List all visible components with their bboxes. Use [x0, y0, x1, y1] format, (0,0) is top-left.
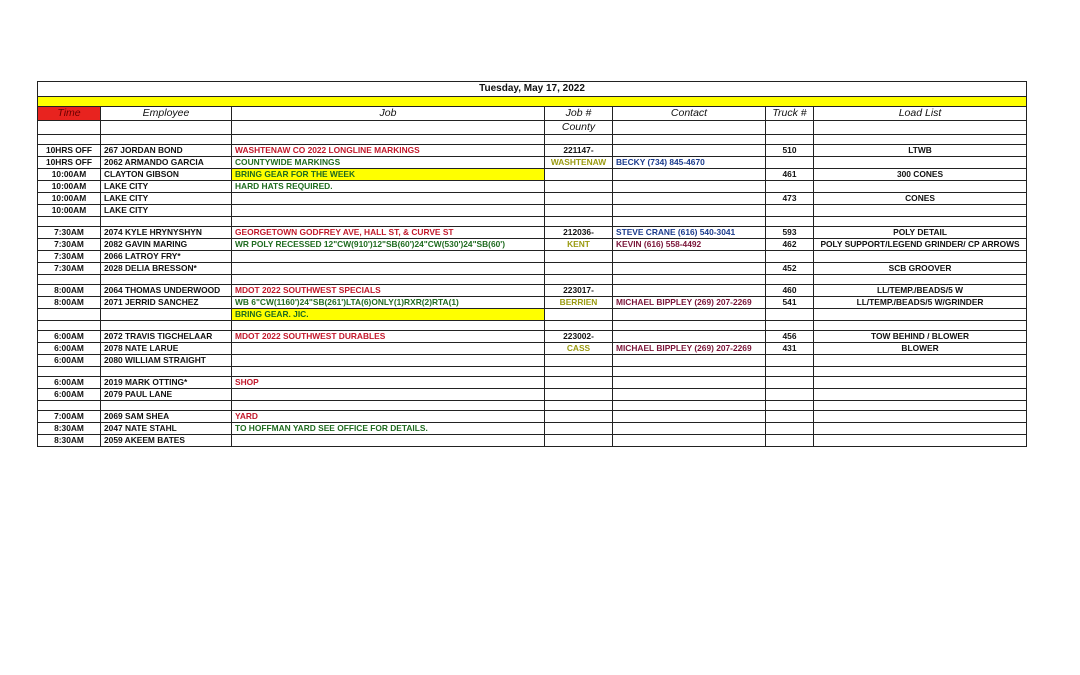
schedule-sheet	[37, 81, 1026, 447]
employee-cell: 2059 AKEEM BATES	[101, 435, 232, 447]
header-jobnum: Job #	[545, 107, 613, 121]
table-row	[38, 389, 1027, 401]
title-row	[38, 82, 1027, 97]
subheader-row	[38, 121, 1027, 135]
job-cell: YARD	[232, 411, 545, 423]
table-row	[38, 169, 1027, 181]
jobnum-cell	[545, 377, 613, 389]
job-cell: COUNTYWIDE MARKINGS	[232, 157, 545, 169]
load-list-cell	[814, 423, 1027, 435]
employee-cell: 2019 MARK OTTING*	[101, 377, 232, 389]
spacer-row	[38, 135, 1027, 145]
job-cell: WASHTENAW CO 2022 LONGLINE MARKINGS	[232, 145, 545, 157]
truck-cell	[766, 309, 814, 321]
truck-cell	[766, 389, 814, 401]
table-row	[38, 205, 1027, 217]
table-row	[38, 251, 1027, 263]
load-list-cell	[814, 377, 1027, 389]
contact-cell	[613, 169, 766, 181]
contact-cell	[613, 423, 766, 435]
truck-cell: 460	[766, 285, 814, 297]
jobnum-cell	[545, 423, 613, 435]
jobnum-cell	[545, 275, 613, 285]
truck-cell: 461	[766, 169, 814, 181]
contact-cell	[613, 217, 766, 227]
truck-cell: 541	[766, 297, 814, 309]
employee-cell: 2078 NATE LARUE	[101, 343, 232, 355]
truck-cell	[766, 217, 814, 227]
employee-cell: LAKE CITY	[101, 205, 232, 217]
subheader-empty	[232, 121, 545, 135]
contact-cell	[613, 389, 766, 401]
contact-cell	[613, 285, 766, 297]
employee-cell	[101, 135, 232, 145]
time-cell: 10:00AM	[38, 169, 101, 181]
load-list-cell	[814, 411, 1027, 423]
subheader-empty	[814, 121, 1027, 135]
contact-cell	[613, 377, 766, 389]
contact-cell	[613, 309, 766, 321]
jobnum-cell: CASS	[545, 343, 613, 355]
time-cell	[38, 321, 101, 331]
job-cell: HARD HATS REQUIRED.	[232, 181, 545, 193]
spacer-row	[38, 275, 1027, 285]
employee-cell: 2079 PAUL LANE	[101, 389, 232, 401]
contact-cell	[613, 367, 766, 377]
job-cell	[232, 263, 545, 275]
jobnum-cell	[545, 251, 613, 263]
contact-cell: STEVE CRANE (616) 540-3041	[613, 227, 766, 239]
job-cell: SHOP	[232, 377, 545, 389]
employee-cell: LAKE CITY	[101, 193, 232, 205]
truck-cell	[766, 423, 814, 435]
yellow-band-cell	[38, 97, 1027, 107]
spacer-row	[38, 217, 1027, 227]
time-cell: 7:30AM	[38, 263, 101, 275]
contact-cell	[613, 275, 766, 285]
load-list-cell	[814, 389, 1027, 401]
time-cell: 7:30AM	[38, 251, 101, 263]
load-list-cell	[814, 309, 1027, 321]
table-row	[38, 411, 1027, 423]
truck-cell	[766, 135, 814, 145]
contact-cell	[613, 205, 766, 217]
jobnum-cell	[545, 263, 613, 275]
table-row	[38, 423, 1027, 435]
spacer-row	[38, 321, 1027, 331]
job-cell	[232, 275, 545, 285]
truck-cell: 593	[766, 227, 814, 239]
employee-cell	[101, 275, 232, 285]
job-cell: WR POLY RECESSED 12"CW(910')12"SB(60')24"CW(530')24"SB(60')	[232, 239, 545, 251]
jobnum-cell	[545, 181, 613, 193]
subheader-empty	[38, 121, 101, 135]
employee-cell: LAKE CITY	[101, 181, 232, 193]
contact-cell	[613, 321, 766, 331]
time-cell	[38, 275, 101, 285]
table-row	[38, 343, 1027, 355]
table-row	[38, 435, 1027, 447]
job-cell	[232, 217, 545, 227]
truck-cell	[766, 355, 814, 367]
schedule-table	[37, 81, 1027, 447]
load-list-cell	[814, 251, 1027, 263]
employee-cell: 2072 TRAVIS TIGCHELAAR	[101, 331, 232, 343]
truck-cell: 510	[766, 145, 814, 157]
jobnum-cell: 223017-	[545, 285, 613, 297]
load-list-cell	[814, 181, 1027, 193]
employee-cell: 2062 ARMANDO GARCIA	[101, 157, 232, 169]
table-row	[38, 263, 1027, 275]
job-cell	[232, 343, 545, 355]
jobnum-cell	[545, 411, 613, 423]
jobnum-cell	[545, 389, 613, 401]
load-list-cell: CONES	[814, 193, 1027, 205]
load-list-cell	[814, 275, 1027, 285]
contact-cell	[613, 193, 766, 205]
load-list-cell	[814, 157, 1027, 169]
header-job: Job	[232, 107, 545, 121]
time-cell: 10:00AM	[38, 181, 101, 193]
truck-cell: 431	[766, 343, 814, 355]
table-row	[38, 145, 1027, 157]
time-cell: 8:00AM	[38, 297, 101, 309]
job-cell	[232, 435, 545, 447]
jobnum-cell: 212036-	[545, 227, 613, 239]
employee-cell: 2028 DELIA BRESSON*	[101, 263, 232, 275]
truck-cell: 452	[766, 263, 814, 275]
job-cell	[232, 355, 545, 367]
truck-cell	[766, 367, 814, 377]
contact-cell: KEVIN (616) 558-4492	[613, 239, 766, 251]
load-list-cell: LL/TEMP./BEADS/5 W	[814, 285, 1027, 297]
table-row	[38, 309, 1027, 321]
job-cell: BRING GEAR FOR THE WEEK	[232, 169, 545, 181]
table-row	[38, 355, 1027, 367]
employee-cell: 2066 LATROY FRY*	[101, 251, 232, 263]
job-cell: BRING GEAR. JIC.	[232, 309, 545, 321]
jobnum-cell	[545, 135, 613, 145]
load-list-cell: 300 CONES	[814, 169, 1027, 181]
job-cell	[232, 135, 545, 145]
job-cell	[232, 367, 545, 377]
truck-cell	[766, 401, 814, 411]
jobnum-cell: KENT	[545, 239, 613, 251]
contact-cell	[613, 331, 766, 343]
header-row	[38, 107, 1027, 121]
time-cell: 6:00AM	[38, 355, 101, 367]
table-row	[38, 285, 1027, 297]
jobnum-cell	[545, 401, 613, 411]
subheader-empty	[101, 121, 232, 135]
contact-cell	[613, 181, 766, 193]
job-cell	[232, 401, 545, 411]
load-list-cell: BLOWER	[814, 343, 1027, 355]
job-cell: MDOT 2022 SOUTHWEST DURABLES	[232, 331, 545, 343]
load-list-cell: TOW BEHIND / BLOWER	[814, 331, 1027, 343]
jobnum-cell	[545, 367, 613, 377]
time-cell: 10HRS OFF	[38, 145, 101, 157]
employee-cell	[101, 217, 232, 227]
truck-cell	[766, 275, 814, 285]
load-list-cell	[814, 401, 1027, 411]
jobnum-cell: 223002-	[545, 331, 613, 343]
truck-cell: 462	[766, 239, 814, 251]
employee-cell: 2064 THOMAS UNDERWOOD	[101, 285, 232, 297]
jobnum-cell	[545, 205, 613, 217]
header-contact: Contact	[613, 107, 766, 121]
time-cell: 8:30AM	[38, 435, 101, 447]
table-row	[38, 331, 1027, 343]
employee-cell: 2047 NATE STAHL	[101, 423, 232, 435]
truck-cell: 456	[766, 331, 814, 343]
jobnum-cell	[545, 169, 613, 181]
time-cell	[38, 367, 101, 377]
time-cell: 7:00AM	[38, 411, 101, 423]
job-cell	[232, 321, 545, 331]
jobnum-cell	[545, 309, 613, 321]
load-list-cell: SCB GROOVER	[814, 263, 1027, 275]
contact-cell	[613, 251, 766, 263]
employee-cell	[101, 309, 232, 321]
truck-cell	[766, 157, 814, 169]
job-cell: TO HOFFMAN YARD SEE OFFICE FOR DETAILS.	[232, 423, 545, 435]
time-cell: 10:00AM	[38, 205, 101, 217]
job-cell: MDOT 2022 SOUTHWEST SPECIALS	[232, 285, 545, 297]
subheader-empty	[613, 121, 766, 135]
employee-cell: 2082 GAVIN MARING	[101, 239, 232, 251]
employee-cell: 2069 SAM SHEA	[101, 411, 232, 423]
header-truck: Truck #	[766, 107, 814, 121]
time-cell	[38, 401, 101, 411]
time-cell: 6:00AM	[38, 377, 101, 389]
table-row	[38, 193, 1027, 205]
contact-cell	[613, 145, 766, 157]
time-cell: 8:30AM	[38, 423, 101, 435]
table-row	[38, 239, 1027, 251]
contact-cell	[613, 401, 766, 411]
load-list-cell	[814, 135, 1027, 145]
employee-cell: 267 JORDAN BOND	[101, 145, 232, 157]
contact-cell: MICHAEL BIPPLEY (269) 207-2269	[613, 297, 766, 309]
time-cell	[38, 135, 101, 145]
subheader-empty	[766, 121, 814, 135]
load-list-cell	[814, 435, 1027, 447]
jobnum-cell	[545, 217, 613, 227]
employee-cell: 2080 WILLIAM STRAIGHT	[101, 355, 232, 367]
time-cell	[38, 309, 101, 321]
header-employee: Employee	[101, 107, 232, 121]
truck-cell	[766, 321, 814, 331]
job-cell	[232, 389, 545, 401]
table-row	[38, 181, 1027, 193]
header-county: County	[545, 121, 613, 135]
employee-cell: CLAYTON GIBSON	[101, 169, 232, 181]
load-list-cell: POLY DETAIL	[814, 227, 1027, 239]
employee-cell	[101, 401, 232, 411]
date-title: Tuesday, May 17, 2022	[38, 82, 1027, 97]
job-cell	[232, 251, 545, 263]
load-list-cell: LTWB	[814, 145, 1027, 157]
contact-cell: MICHAEL BIPPLEY (269) 207-2269	[613, 343, 766, 355]
truck-cell	[766, 251, 814, 263]
header-load: Load List	[814, 107, 1027, 121]
load-list-cell	[814, 321, 1027, 331]
time-cell: 10HRS OFF	[38, 157, 101, 169]
contact-cell	[613, 355, 766, 367]
jobnum-cell	[545, 193, 613, 205]
contact-cell	[613, 135, 766, 145]
time-cell	[38, 217, 101, 227]
truck-cell	[766, 377, 814, 389]
job-cell: GEORGETOWN GODFREY AVE, HALL ST, & CURVE ST	[232, 227, 545, 239]
table-row	[38, 297, 1027, 309]
jobnum-cell: WASHTENAW	[545, 157, 613, 169]
employee-cell: 2074 KYLE HRYNYSHYN	[101, 227, 232, 239]
load-list-cell	[814, 355, 1027, 367]
contact-cell	[613, 435, 766, 447]
time-cell: 6:00AM	[38, 343, 101, 355]
truck-cell	[766, 411, 814, 423]
jobnum-cell: 221147-	[545, 145, 613, 157]
load-list-cell	[814, 217, 1027, 227]
truck-cell: 473	[766, 193, 814, 205]
contact-cell	[613, 263, 766, 275]
job-cell	[232, 193, 545, 205]
contact-cell: BECKY (734) 845-4670	[613, 157, 766, 169]
job-cell	[232, 205, 545, 217]
load-list-cell	[814, 205, 1027, 217]
spacer-row	[38, 401, 1027, 411]
truck-cell	[766, 435, 814, 447]
employee-cell	[101, 321, 232, 331]
table-row	[38, 157, 1027, 169]
time-cell: 6:00AM	[38, 331, 101, 343]
table-row	[38, 227, 1027, 239]
jobnum-cell	[545, 355, 613, 367]
load-list-cell	[814, 367, 1027, 377]
yellow-band	[38, 97, 1027, 107]
contact-cell	[613, 411, 766, 423]
spacer-row	[38, 367, 1027, 377]
time-cell: 7:30AM	[38, 239, 101, 251]
truck-cell	[766, 205, 814, 217]
truck-cell	[766, 181, 814, 193]
time-cell: 8:00AM	[38, 285, 101, 297]
load-list-cell: POLY SUPPORT/LEGEND GRINDER/ CP ARROWS	[814, 239, 1027, 251]
jobnum-cell: BERRIEN	[545, 297, 613, 309]
load-list-cell: LL/TEMP./BEADS/5 W/GRINDER	[814, 297, 1027, 309]
job-cell: WB 6"CW(1160')24"SB(261')LTA(6)ONLY(1)RXR(2)RTA(1)	[232, 297, 545, 309]
jobnum-cell	[545, 321, 613, 331]
time-cell: 10:00AM	[38, 193, 101, 205]
employee-cell: 2071 JERRID SANCHEZ	[101, 297, 232, 309]
header-time: Time	[38, 107, 101, 121]
time-cell: 6:00AM	[38, 389, 101, 401]
table-row	[38, 377, 1027, 389]
jobnum-cell	[545, 435, 613, 447]
employee-cell	[101, 367, 232, 377]
time-cell: 7:30AM	[38, 227, 101, 239]
